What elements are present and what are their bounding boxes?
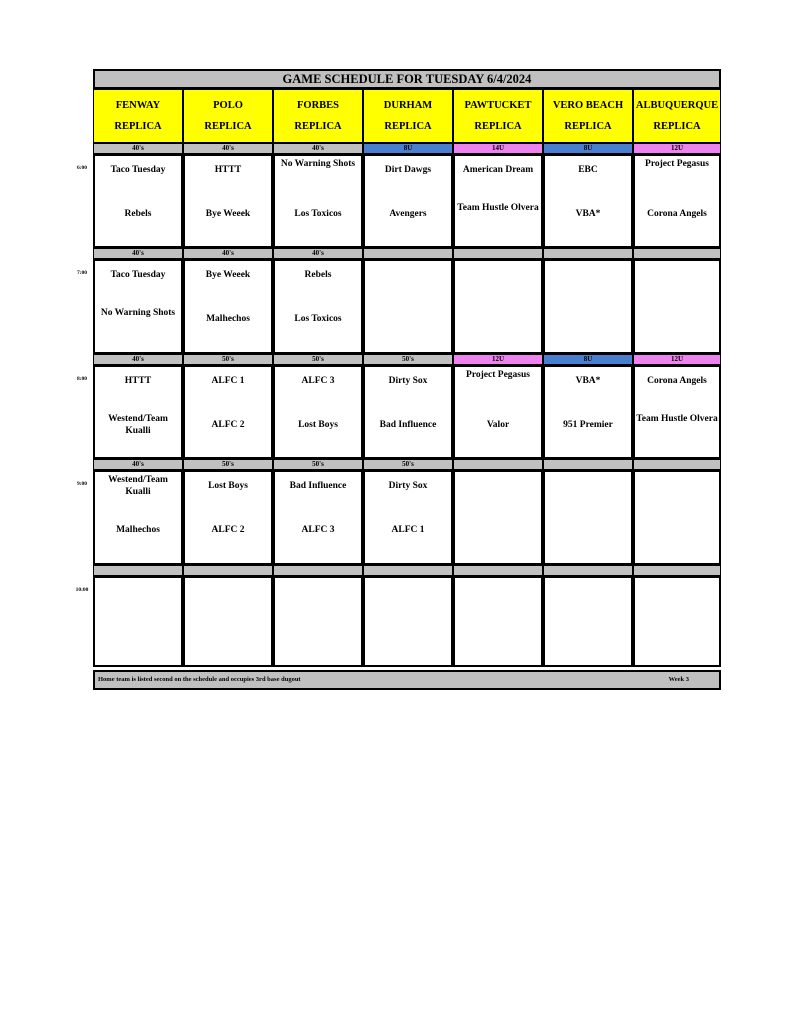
game-cell — [273, 470, 363, 565]
field-subtitle: REPLICA — [294, 121, 342, 132]
division-label: 40's — [273, 248, 363, 259]
home-team: Westend/Team Kualli — [108, 414, 168, 436]
game-cell — [93, 259, 183, 354]
field-header-albuquerque — [633, 89, 721, 143]
field-header-durham — [363, 89, 453, 143]
division-label: 50's — [183, 354, 273, 365]
division-label: 12U — [453, 354, 543, 365]
home-team: Corona Angels — [647, 209, 707, 219]
away-team: Lost Boys — [208, 481, 248, 491]
game-cell — [543, 470, 633, 565]
home-team: ALFC 2 — [211, 525, 245, 535]
home-team: Lost Boys — [298, 420, 338, 430]
home-team: Los Toxicos — [294, 314, 342, 324]
division-label — [543, 248, 633, 259]
division-label: 14U — [453, 143, 543, 154]
division-label: 40's — [183, 143, 273, 154]
field-subtitle: REPLICA — [564, 121, 612, 132]
home-team: Bad Influence — [379, 420, 437, 430]
division-label: 50's — [363, 354, 453, 365]
game-cell — [453, 259, 543, 354]
division-label: 8U — [543, 143, 633, 154]
game-cell — [363, 259, 453, 354]
away-team: Project Pegasus — [466, 370, 530, 380]
home-team: ALFC 1 — [391, 525, 425, 535]
division-label: 12U — [633, 354, 721, 365]
footer-bar — [93, 670, 721, 690]
game-cell — [363, 470, 453, 565]
game-cell — [543, 259, 633, 354]
game-cell — [93, 470, 183, 565]
away-team: ALFC 1 — [211, 376, 245, 386]
away-team: EBC — [578, 165, 598, 175]
home-team: ALFC 3 — [301, 525, 335, 535]
field-name: FORBES — [296, 100, 339, 111]
away-team: Dirt Dawgs — [384, 165, 432, 175]
game-cell — [183, 576, 273, 667]
game-cell — [183, 154, 273, 248]
division-label: 40's — [93, 459, 183, 470]
field-header-pawtucket — [453, 89, 543, 143]
game-cell — [93, 576, 183, 667]
field-subtitle: REPLICA — [204, 121, 252, 132]
time-label: 10:00 — [75, 587, 89, 593]
division-label — [633, 459, 721, 470]
division-label: 8U — [543, 354, 633, 365]
game-cell — [633, 365, 721, 459]
division-label — [453, 459, 543, 470]
division-label — [543, 459, 633, 470]
away-team: American Dream — [462, 165, 534, 175]
home-team: Rebels — [124, 209, 152, 219]
division-label: 40's — [273, 143, 363, 154]
field-name: ALBUQUERQUE — [635, 100, 719, 111]
division-label: 40's — [93, 354, 183, 365]
field-name: VERO BEACH — [552, 100, 624, 111]
game-cell — [453, 576, 543, 667]
home-team: Team Hustle Olvera — [636, 414, 718, 424]
home-team: Bye Weeek — [205, 209, 251, 219]
division-label — [363, 565, 453, 576]
time-label: 7:00 — [76, 270, 88, 276]
game-cell — [633, 154, 721, 248]
home-team: ALFC 2 — [211, 420, 245, 430]
game-cell — [273, 365, 363, 459]
away-team: Corona Angels — [647, 376, 707, 386]
game-cell — [633, 576, 721, 667]
game-cell — [273, 576, 363, 667]
field-name: DURHAM — [383, 100, 433, 111]
division-label: 40's — [93, 143, 183, 154]
home-team: No Warning Shots — [100, 308, 176, 318]
division-label — [543, 565, 633, 576]
week-label: Week 3 — [668, 676, 689, 683]
game-cell — [363, 576, 453, 667]
home-team: Avengers — [389, 209, 427, 219]
away-team: Dirty Sox — [388, 481, 428, 491]
field-subtitle: REPLICA — [474, 121, 522, 132]
home-team: Los Toxicos — [294, 209, 342, 219]
game-cell — [453, 365, 543, 459]
field-name: PAWTUCKET — [464, 100, 532, 111]
game-cell — [363, 365, 453, 459]
away-team: HTTT — [124, 376, 152, 386]
footer-note: Home team is listed second on the schedule and occupies 3rd base dugout — [98, 676, 301, 683]
field-subtitle: REPLICA — [653, 121, 701, 132]
game-cell — [183, 365, 273, 459]
division-label: 50's — [273, 354, 363, 365]
home-team: Team Hustle Olvera — [457, 203, 539, 213]
game-cell — [183, 259, 273, 354]
division-label: 8U — [363, 143, 453, 154]
away-team: No Warning Shots — [280, 159, 356, 169]
away-team: HTTT — [214, 165, 242, 175]
field-subtitle: REPLICA — [114, 121, 162, 132]
time-label: 6:00 — [76, 165, 88, 171]
time-label: 9:00 — [76, 481, 88, 487]
division-label: 50's — [183, 459, 273, 470]
away-team: Taco Tuesday — [110, 165, 166, 175]
game-cell — [93, 365, 183, 459]
away-team: Bad Influence — [289, 481, 347, 491]
game-cell — [93, 154, 183, 248]
division-label — [273, 565, 363, 576]
division-label: 50's — [273, 459, 363, 470]
field-name: POLO — [213, 100, 243, 111]
away-team: ALFC 3 — [301, 376, 335, 386]
home-team: Malhechos — [206, 314, 250, 324]
field-header-fenway — [93, 89, 183, 143]
game-cell — [273, 259, 363, 354]
away-team: VBA* — [575, 376, 601, 386]
game-cell — [363, 154, 453, 248]
division-label — [633, 248, 721, 259]
division-label — [453, 248, 543, 259]
game-cell — [453, 154, 543, 248]
division-label: 40's — [183, 248, 273, 259]
division-label: 50's — [363, 459, 453, 470]
division-label — [183, 565, 273, 576]
field-header-polo — [183, 89, 273, 143]
field-name: FENWAY — [115, 100, 161, 111]
away-team: Westend/Team Kualli — [108, 475, 168, 497]
division-label: 12U — [633, 143, 721, 154]
away-team: Bye Weeek — [205, 270, 251, 280]
game-cell — [633, 470, 721, 565]
time-label: 8:00 — [76, 376, 88, 382]
division-label — [363, 248, 453, 259]
away-team: Dirty Sox — [388, 376, 428, 386]
home-team: 951 Premier — [563, 420, 613, 430]
home-team: Malhechos — [116, 525, 160, 535]
field-header-vero-beach — [543, 89, 633, 143]
away-team: Project Pegasus — [645, 159, 709, 169]
field-subtitle: REPLICA — [384, 121, 432, 132]
division-label — [93, 565, 183, 576]
game-cell — [543, 365, 633, 459]
game-cell — [633, 259, 721, 354]
game-cell — [543, 576, 633, 667]
home-team: Valor — [486, 420, 510, 430]
game-cell — [183, 470, 273, 565]
game-cell — [543, 154, 633, 248]
game-cell — [453, 470, 543, 565]
division-label — [633, 565, 721, 576]
division-label — [453, 565, 543, 576]
field-header-forbes — [273, 89, 363, 143]
schedule-title: GAME SCHEDULE FOR TUESDAY 6/4/2024 — [93, 69, 721, 89]
division-label: 40's — [93, 248, 183, 259]
home-team: VBA* — [575, 209, 601, 219]
away-team: Rebels — [304, 270, 332, 280]
game-cell — [273, 154, 363, 248]
away-team: Taco Tuesday — [110, 270, 166, 280]
